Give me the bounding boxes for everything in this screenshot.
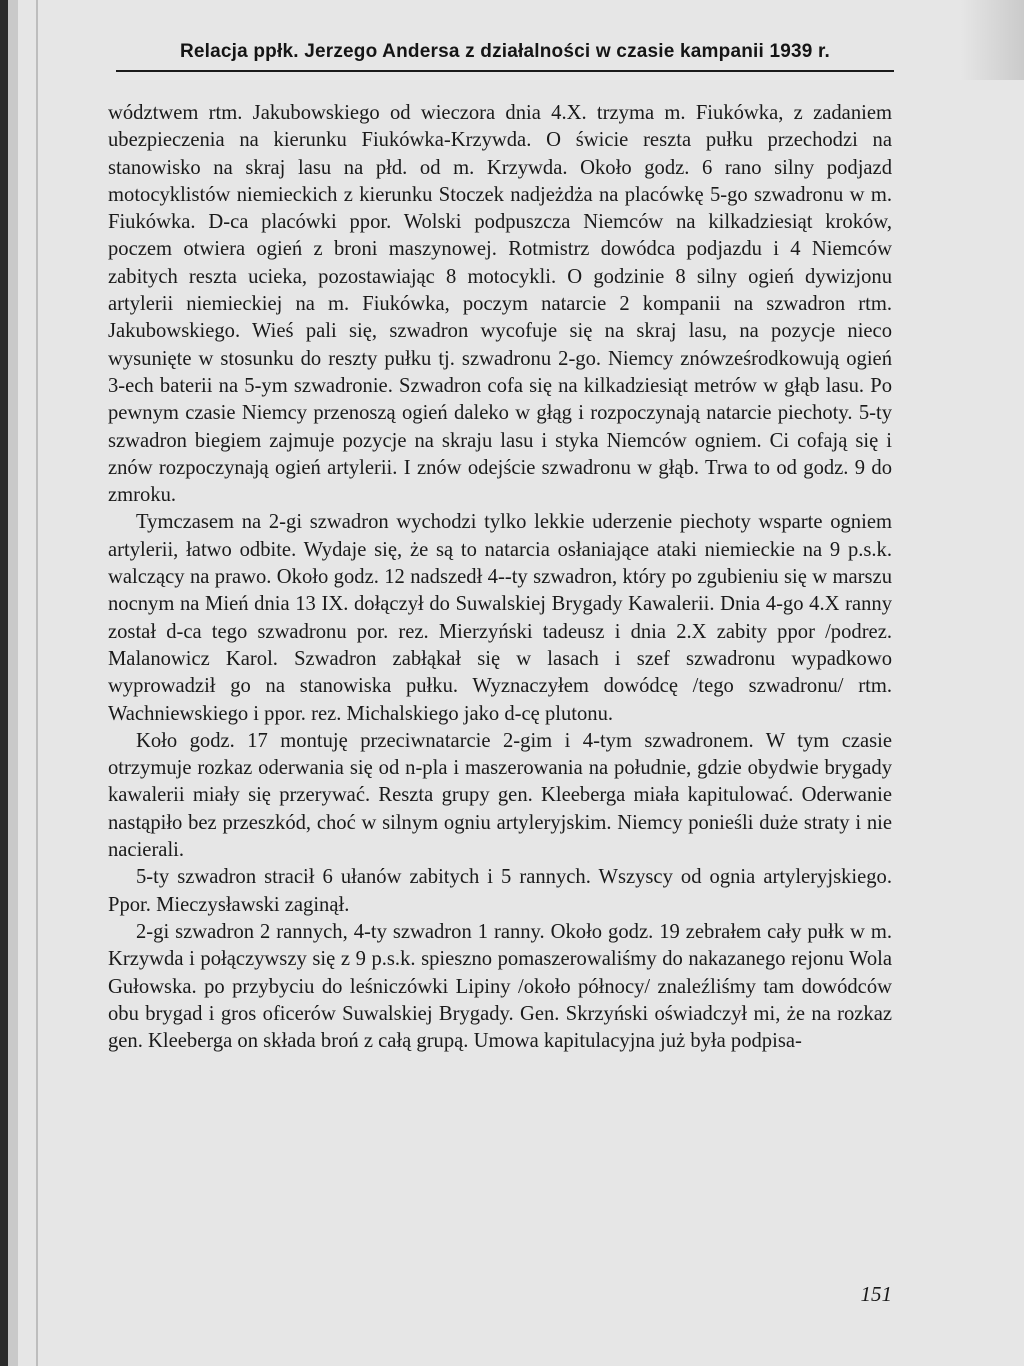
paragraph: 2-gi szwadron 2 rannych, 4-ty szwadron 1 ranny. Około godz. 19 zebrałem cały pułk w m. Krzywda i połączywszy się z 9 p.s.k. spieszno pomaszerowaliśmy do nakazanego rejonu Wola Gułowska. po przybyciu do leśniczówki Lipiny /około północy/ znaleźliśmy tam dowódców obu brygad i gros oficerów Suwalskiej Brygady. Gen. Skrzyński oświadczył mi, że na rozkaz gen. Kleeberga on składa broń z całą grupą. Umowa kapitulacyjna już była podpisa- [108,920,892,1053]
running-header: Relacja ppłk. Jerzego Andersa z działalności w czasie kampanii 1939 r. [179,41,831,62]
paragraph: Tymczasem na 2-gi szwadron wychodzi tylko lekkie uderzenie piechoty wsparte ogniem artylerii, łatwo odbite. Wydaje się, że są to natarcia osłaniające ataki niemieckie na 9 p.s.k. walczący na prawo. Około godz. 12 nadszedł 4--ty szwadron, który po zgubieniu się w marszu nocnym na Mień dnia 13 IX. dołączył do Suwalskiej Brygady Kawalerii. Dnia 4-go 4.X ranny został d-ca tego szwadronu por. rez. Mierzyński tadeusz i dnia 2.X zabity ppor /podrez. Malanowicz Karol. Szwadron zabłąkał się w lasach i szef szwadronu wypadkowo wyprowadził go na stanowiska pułku. Wyznaczyłem dowódcę /tego szwadronu/ rtm. Wachniewskiego i ppor. rez. Michalskiego jako d-cę plutonu. [108,511,892,725]
page-number: 151 [860,1282,892,1306]
page-corner-shadow [960,0,1024,80]
paragraph: wództwem rtm. Jakubowskiego od wieczora dnia 4.X. trzyma m. Fiukówka, z zadaniem ubezpieczenia na kierunku Fiukówka-Krzywda. O świcie reszta pułku przechodzi na stanowisko na skraj lasu na płd. od m. Krzywda. Około godz. 6 rano silny podjazd motocyklistów niemieckich z kierunku Stoczek nadjeżdża na placówkę 5-go szwadronu w m. Fiukówka. D-ca placówki ppor. Wolski podpuszcza Niemców na kilkadziesiąt kroków, poczem otwiera ogień z broni maszynowej. Rotmistrz dowódca podjazdu i 4 Niemców zabitych reszta ucieka, pozostawiając 8 motocykli. O godzinie 8 silny ogień dywizjonu artylerii niemieckiej na m. Fiukówka, poczym natarcie 2 kompanii na szwadron rtm. Jakubowskiego. Wieś pali się, szwadron wycofuje się na skraj lasu, na pozycje nieco wysunięte w stosunku do reszty pułku tj. szwadronu 2-go. Niemcy znówześrodkowują ogień 3-ech baterii na 5-ym szwadronie. Szwadron cofa się na kilkadziesiąt metrów w głąb lasu. Po pewnym czasie Niemcy przenoszą ogień daleko w głąg i rozpoczynają natarcie piechoty. 5-ty szwadron biegiem zajmuje pozycje na skraju lasu i styka Niemców ogniem. Ci cofają się i znów rozpoczynają ogień artylerii. I znów odejście szwadronu w głąb. Trwa to od godz. 9 do zmroku. [108,102,892,507]
body-text [108,100,892,1055]
page-binding-shadow [8,0,18,1366]
paragraph: 5-ty szwadron stracił 6 ułanów zabitych i 5 rannych. Wszyscy od ognia artyleryjskiego. Ppor. Mieczysławski zaginął. [108,866,892,916]
header-rule [116,70,894,72]
paragraph: Koło godz. 17 montuję przeciwnatarcie 2-gim i 4-tym szwadronem. W tym czasie otrzymuje rozkaz oderwania się od n-pla i maszerowania na południe, gdzie obydwie brygady kawalerii miały się przerywać. Reszta grupy gen. Kleeberga miała kapitulować. Oderwanie nastąpiło bez przeszkód, choć w silnym ogniu artyleryjskim. Niemcy ponieśli duże straty i nie nacierali. [108,729,892,862]
page-gutter-line [36,0,38,1366]
page-binding-edge [0,0,8,1366]
